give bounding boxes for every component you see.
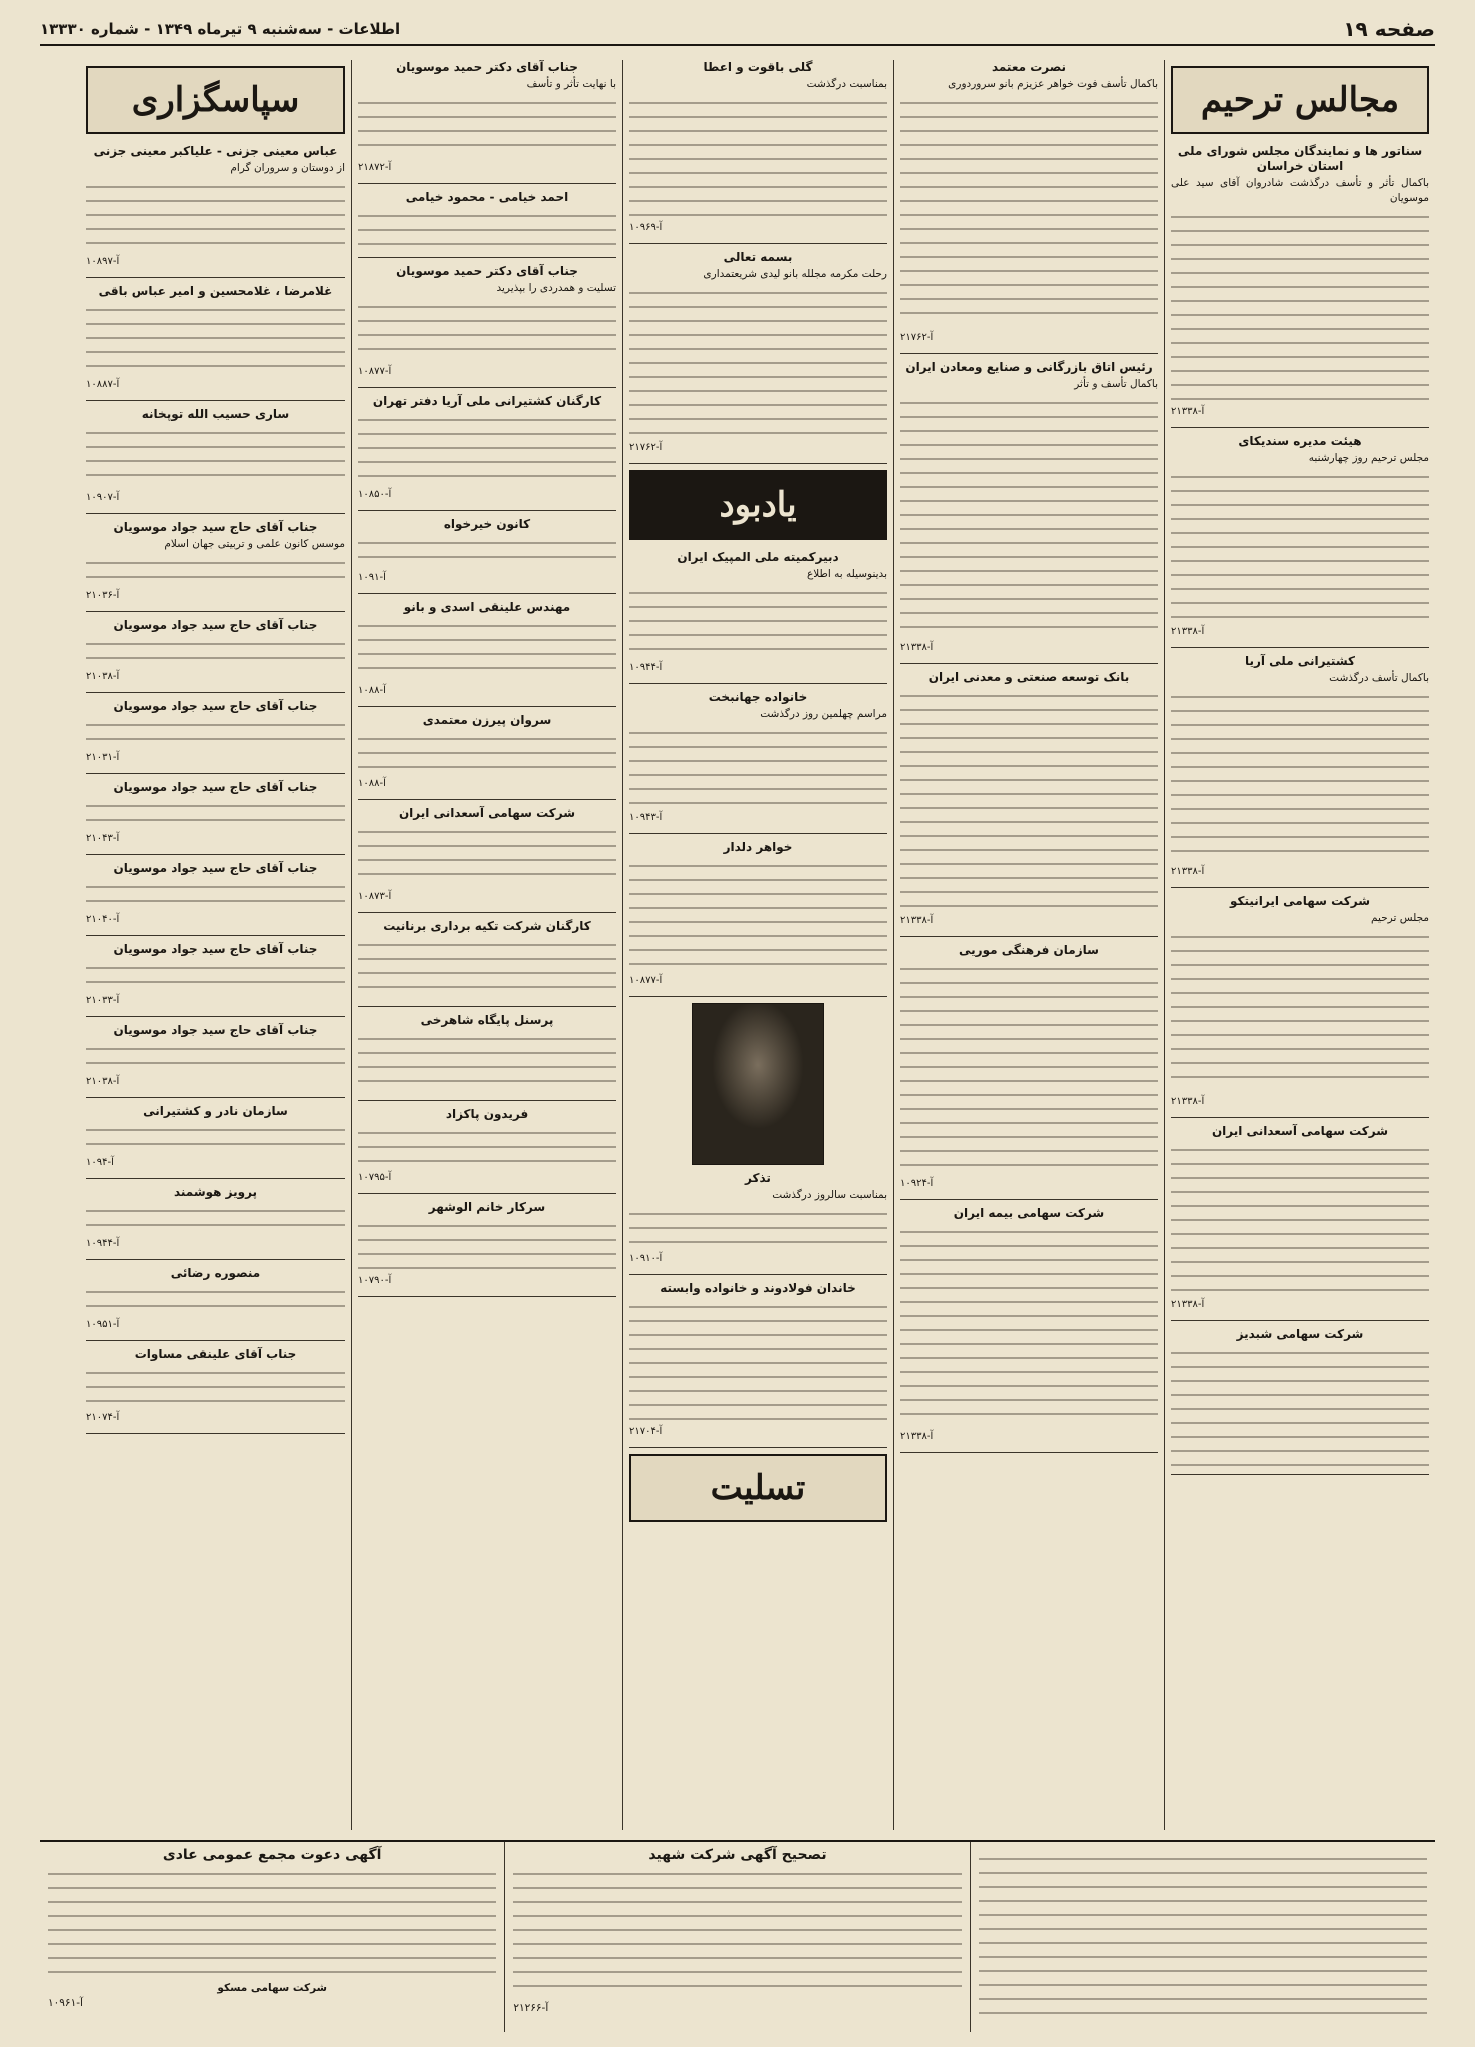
text-block <box>86 799 345 827</box>
notice <box>86 1185 345 1251</box>
text-block <box>86 180 345 250</box>
column-3-top-notices <box>629 60 887 464</box>
notice-heading: مهندس علینقی اسدی و بانو <box>403 600 571 614</box>
notice-code: آ-۱۰۸۵۰ <box>358 489 392 500</box>
notice-heading: ساری حسیب الله توپخانه <box>141 407 290 421</box>
text-block <box>48 1867 496 1977</box>
text-block <box>358 938 616 998</box>
text-block <box>1171 210 1429 400</box>
notice <box>86 144 345 269</box>
notice-line: رحلت مکرمه مجلله بانو لیدی شریعتمداری <box>703 268 887 280</box>
masthead <box>40 14 1435 46</box>
notice-line: مجلس ترحیم <box>1371 912 1429 924</box>
notice <box>358 600 616 698</box>
notice-code: آ-۱۰۹۰۷ <box>86 492 120 503</box>
ad-signature: شرکت سهامی مسکو <box>217 1982 327 1994</box>
notice-heading: فریدون پاکزاد <box>445 1107 529 1121</box>
divider <box>1171 1117 1429 1118</box>
notice-code: آ-۱۰۸۷۷ <box>629 975 663 986</box>
divider <box>629 1274 887 1275</box>
notice-heading: خانواده جهانبخت <box>708 690 808 704</box>
text-block <box>900 396 1158 636</box>
text-block <box>629 726 887 806</box>
notice-line: باکمال تأثر و تأسف درگذشت شادروان آقای سید علی موسویان <box>1171 177 1429 204</box>
notice <box>86 618 345 684</box>
notice-code: آ-۲۱۳۳۸ <box>900 915 934 926</box>
divider <box>358 912 616 913</box>
divider <box>629 683 887 684</box>
text-block <box>86 1366 345 1406</box>
notice-heading: جناب آقای حاج سید جواد موسویان <box>113 520 318 534</box>
notice <box>629 250 887 455</box>
notice-code: آ-۱۰۸۹۷ <box>86 256 120 267</box>
notice-code: آ-۲۱۰۴۳ <box>86 833 120 844</box>
notice-heading: شرکت سهامی بیمه ایران <box>953 1206 1105 1220</box>
notice-heading: شرکت سهامی آسعدانی ایران <box>1211 1124 1389 1138</box>
notice-code: آ-۱۰۸۸ <box>358 778 386 789</box>
notice <box>358 1107 616 1185</box>
notice-line: با نهایت تأثر و تأسف <box>526 78 616 90</box>
notice-heading: خواهر دلدار <box>723 840 793 854</box>
notice-line: از دوستان و سروران گرام <box>230 162 345 174</box>
divider <box>1171 647 1429 648</box>
notice <box>900 60 1158 345</box>
divider <box>900 1199 1158 1200</box>
text-block <box>86 303 345 373</box>
notice-heading: کارگنان شرکت تکیه برداری برنانیت <box>383 919 591 933</box>
divider <box>86 400 345 401</box>
notice-heading: شرکت سهامی ایرانیتکو <box>1229 894 1371 908</box>
text-block <box>1171 690 1429 860</box>
text-block <box>629 286 887 436</box>
notice-line: موسس کانون علمی و تربیتی جهان اسلام <box>164 538 345 550</box>
text-block <box>358 300 616 360</box>
divider <box>358 510 616 511</box>
notice <box>86 1347 345 1425</box>
notice-code: آ-۱۰۹۴۴ <box>86 1238 120 1249</box>
divider <box>358 1100 616 1101</box>
notice-heading: دبیرکمیته ملی المپیک ایران <box>677 550 839 564</box>
notice <box>86 520 345 603</box>
divider <box>86 1433 345 1434</box>
column-5-notices <box>86 144 345 1434</box>
notice <box>629 60 887 235</box>
text-block <box>900 1225 1158 1425</box>
text-block <box>1171 1143 1429 1293</box>
text-block <box>629 1207 887 1247</box>
text-block <box>86 637 345 665</box>
notice-code: آ-۲۱۸۷۲ <box>358 162 392 173</box>
notice <box>86 699 345 765</box>
notice-code: آ-۲۱۰۳۳ <box>86 995 120 1006</box>
portrait-photo <box>692 1003 824 1165</box>
text-block <box>900 96 1158 326</box>
notice-heading: جناب آقای حاج سید جواد موسویان <box>113 699 318 713</box>
banner-yadbud: یادبود <box>629 470 887 540</box>
notice-code: آ-۱۰۹۴۴ <box>629 662 663 673</box>
notice <box>86 1266 345 1332</box>
notice-code: آ-۱۰۹۱ <box>358 572 386 583</box>
notice <box>358 919 616 998</box>
text-block <box>979 1852 1427 2022</box>
notice-heading: عباس معینی جزنی - علیاکبر معینی جزنی <box>93 144 338 158</box>
notice-code: آ-۲۱۷۶۲ <box>900 332 934 343</box>
notice <box>86 1023 345 1089</box>
text-block <box>358 413 616 483</box>
notice-line: بدینوسیله به اطلاع <box>806 568 887 580</box>
notice-heading: پرسنل پایگاه شاهرخی <box>420 1013 554 1027</box>
text-block <box>900 962 1158 1172</box>
notice-code: آ-۲۱۰۳۱ <box>86 752 120 763</box>
divider <box>358 706 616 707</box>
divider <box>1171 887 1429 888</box>
notice-code: آ-۱۰۹۴ <box>86 1157 114 1168</box>
notice-code: آ-۱۰۹۱۰ <box>629 1253 663 1264</box>
bottom-ad-left <box>40 1842 504 2032</box>
notice <box>358 190 616 249</box>
notice-code: آ-۲۱۳۳۸ <box>900 642 934 653</box>
notice-heading: جناب آقای حاج سید جواد موسویان <box>113 618 318 632</box>
text-block <box>1171 470 1429 620</box>
assembly-ad-title: آگهی دعوت مجمع عمومی عادی <box>162 1847 382 1863</box>
notice-heading: کشتیرانی ملی آریا <box>1244 654 1356 668</box>
notice <box>1171 434 1429 639</box>
notice <box>629 1281 887 1439</box>
divider <box>900 663 1158 664</box>
column-4-notices <box>358 60 616 1297</box>
notice-code: آ-۲۱۳۳۸ <box>900 1431 934 1442</box>
divider <box>900 936 1158 937</box>
divider <box>358 1296 616 1297</box>
text-block <box>358 619 616 679</box>
text-block <box>358 209 616 249</box>
text-block <box>358 1219 616 1269</box>
text-block <box>629 859 887 969</box>
divider <box>86 854 345 855</box>
issue-info: اطلاعات - سه‌شنبه ۹ تیرماه ۱۳۴۹ - شماره ۱۳۳۳۰ <box>40 20 401 38</box>
notice <box>629 840 887 988</box>
text-block <box>86 1042 345 1070</box>
notice-code: آ-۲۱۰۳۶ <box>86 590 120 601</box>
text-block <box>629 1300 887 1420</box>
notice-heading: جناب آقای دکتر حمید موسویان <box>396 264 578 278</box>
notice-heading: شرکت سهامی آسعدانی ایران <box>398 806 576 820</box>
text-block <box>629 96 887 216</box>
divider <box>629 463 887 464</box>
notice-code: آ-۲۱۳۳۸ <box>1171 866 1205 877</box>
notice-code: آ-۱۰۸۸۷ <box>86 379 120 390</box>
bottom-ad-right <box>970 1842 1435 2032</box>
notice-code: آ-۱۰۹۵۱ <box>86 1319 120 1330</box>
column-3 <box>622 60 893 1830</box>
notice <box>900 360 1158 655</box>
notice-heading: کارگنان کشتیرانی ملی آریا دفتر تهران <box>372 394 602 408</box>
divider <box>358 387 616 388</box>
divider <box>86 1097 345 1098</box>
notice-code: آ-۲۱۷۰۴ <box>629 1426 663 1437</box>
notice <box>900 1206 1158 1444</box>
notice <box>86 942 345 1008</box>
notice <box>86 284 345 392</box>
banner-tasliyat: تسلیت <box>629 1454 887 1522</box>
notice-heading: سناتور ها و نمایندگان مجلس شورای ملی استان خراسان <box>1177 144 1423 173</box>
text-block <box>86 1204 345 1232</box>
notice-line: باکمال تأسف فوت خواهر عزیزم بانو سروردوری <box>948 78 1158 90</box>
notice <box>900 670 1158 928</box>
notice-heading: سازمان نادر و کشتیرانی <box>143 1104 288 1118</box>
notice-heading: تذکر <box>745 1171 771 1185</box>
text-block <box>1171 930 1429 1090</box>
notice <box>358 1013 616 1092</box>
text-block <box>358 732 616 772</box>
text-block <box>513 1867 961 1997</box>
notice <box>358 517 616 585</box>
notice <box>629 690 887 825</box>
notice <box>1171 1124 1429 1312</box>
notice-code: آ-۱۰۸۷۷ <box>358 366 392 377</box>
notice-code: آ-۲۱۰۳۸ <box>86 671 120 682</box>
notice-code: آ-۲۱۰۴۰ <box>86 914 120 925</box>
notice-code: آ-۲۱۳۳۸ <box>1171 626 1205 637</box>
divider <box>900 1452 1158 1453</box>
text-block <box>86 718 345 746</box>
text-block <box>1171 1346 1429 1466</box>
notice-code: آ-۱۰۹۶۹ <box>629 222 663 233</box>
divider <box>86 277 345 278</box>
notice-heading: جناب آقای علینقی مساوات <box>134 1347 297 1361</box>
notice <box>358 713 616 791</box>
divider <box>358 257 616 258</box>
notice <box>629 550 887 675</box>
column-2-notices <box>900 60 1158 1453</box>
column-4 <box>351 60 622 1830</box>
notice <box>358 1200 616 1288</box>
notice-code: آ-۲۱۷۶۲ <box>629 442 663 453</box>
divider <box>86 611 345 612</box>
divider <box>86 1340 345 1341</box>
text-block <box>86 961 345 989</box>
divider <box>629 833 887 834</box>
divider <box>629 243 887 244</box>
notice-heading: جناب آقای دکتر حمید موسویان <box>396 60 578 74</box>
notice-heading: سروان پیرزن معتمدی <box>422 713 552 727</box>
notice <box>900 943 1158 1191</box>
divider <box>86 513 345 514</box>
notice-heading: بانک توسعه صنعتی و معدنی ایران <box>928 670 1130 684</box>
notice <box>86 861 345 927</box>
text-block <box>86 1285 345 1313</box>
notice-heading: جناب آقای حاج سید جواد موسویان <box>113 780 318 794</box>
notice <box>86 780 345 846</box>
notice-heading: رئیس اتاق بازرگانی و صنایع ومعادن ایران <box>905 360 1153 374</box>
notice-code: آ-۲۱۳۳۸ <box>1171 1096 1205 1107</box>
divider <box>358 183 616 184</box>
divider <box>629 1447 887 1448</box>
notice-code: آ-۲۱۳۳۸ <box>1171 1299 1205 1310</box>
text-block <box>900 689 1158 909</box>
divider <box>358 1193 616 1194</box>
notice-code: آ-۱۰۹۲۴ <box>900 1178 934 1189</box>
notice <box>1171 894 1429 1109</box>
notice <box>358 394 616 502</box>
divider <box>1171 427 1429 428</box>
column-5 <box>80 60 351 1830</box>
ad-code: آ-۱۰۹۶۱ <box>48 1997 83 2009</box>
notice-code: آ-۱۰۸۷۳ <box>358 891 392 902</box>
notice-heading: خاندان فولادوند و خانواده وابسته <box>660 1281 856 1295</box>
notice-heading: جناب آقای حاج سید جواد موسویان <box>113 1023 318 1037</box>
notice-heading: پرویز هوشمند <box>173 1185 258 1199</box>
columns <box>40 60 1435 1830</box>
banner-majales-tarhim: مجالس ترحیم <box>1171 66 1429 134</box>
notice <box>358 264 616 379</box>
notice-heading: بسمه تعالی <box>723 250 793 264</box>
column-2 <box>893 60 1164 1830</box>
text-block <box>629 586 887 656</box>
correction-ad-title: تصحیح آگهی شرکت شهید <box>648 1847 827 1863</box>
notice-line: باکمال تأسف درگذشت <box>1329 672 1429 684</box>
divider <box>86 773 345 774</box>
divider <box>86 1259 345 1260</box>
notice <box>1171 144 1429 419</box>
notice-heading: جناب آقای حاج سید جواد موسویان <box>113 942 318 956</box>
notice <box>86 407 345 505</box>
divider <box>86 1178 345 1179</box>
divider <box>358 1006 616 1007</box>
divider <box>900 353 1158 354</box>
text-block <box>358 1126 616 1166</box>
notice-heading: سازمان فرهنگی موریی <box>959 943 1099 957</box>
notice-heading: سرکار خانم الوشهر <box>428 1200 546 1214</box>
notice-heading: نصرت معتمد <box>991 60 1067 74</box>
text-block <box>358 825 616 885</box>
bottom-ad-middle <box>504 1842 969 2032</box>
bottom-ads <box>40 1840 1435 2032</box>
divider <box>86 1016 345 1017</box>
notice-heading: جناب آقای حاج سید جواد موسویان <box>113 861 318 875</box>
notice-code: آ-۱۰۸۸ <box>358 685 386 696</box>
column-3-middle-notices <box>629 550 887 997</box>
notice-code: آ-۱۰۹۴۳ <box>629 812 663 823</box>
text-block <box>86 1123 345 1151</box>
notice-line: بمناسبت سالروز درگذشت <box>772 1189 887 1201</box>
notice <box>358 60 616 175</box>
notice <box>86 1104 345 1170</box>
divider <box>358 593 616 594</box>
banner-sepasgozari: سپاسگزاری <box>86 66 345 134</box>
divider <box>86 935 345 936</box>
column-1 <box>1164 60 1435 1830</box>
divider <box>1171 1320 1429 1321</box>
notice <box>358 806 616 904</box>
column-1-notices <box>1171 144 1429 1475</box>
notice-code: آ-۲۱۰۳۸ <box>86 1076 120 1087</box>
text-block <box>86 880 345 908</box>
divider <box>629 996 887 997</box>
text-block <box>86 556 345 584</box>
text-block <box>86 426 345 486</box>
notice-line: بمناسبت درگذشت <box>806 78 887 90</box>
notice <box>629 1171 887 1266</box>
notice-code: آ-۲۱۰۷۴ <box>86 1412 120 1423</box>
page-number: صفحه ۱۹ <box>1343 17 1435 41</box>
notice-heading: گلی باقوت و اعطا <box>703 60 813 74</box>
column-3-lower-notices <box>629 1171 887 1448</box>
notice-line: باکمال تأسف و تأثر <box>1074 378 1158 390</box>
divider <box>86 692 345 693</box>
notice-line: تسلیت و همدردی را بپذیرید <box>496 282 616 294</box>
notice <box>1171 1327 1429 1466</box>
notice-heading: غلامرضا ، غلامحسین و امیر عباس باقی <box>98 284 333 298</box>
notice-heading: احمد خیامی - محمود خیامی <box>405 190 569 204</box>
ad-code: آ-۲۱۲۶۶ <box>513 2002 549 2014</box>
text-block <box>358 1032 616 1092</box>
notice-heading: شرکت سهامی شبدیز <box>1236 1327 1364 1341</box>
notice-code: آ-۲۱۳۳۸ <box>1171 406 1205 417</box>
text-block <box>358 96 616 156</box>
notice-heading: منصوره رضائی <box>170 1266 261 1280</box>
notice-code: آ-۱۰۷۹۰ <box>358 1275 392 1286</box>
notice-heading: کانون خیرخواه <box>443 517 531 531</box>
notice-line: مجلس ترحیم روز چهارشنبه <box>1308 452 1429 464</box>
divider <box>358 799 616 800</box>
notice <box>1171 654 1429 879</box>
notice-line: مراسم چهلمین روز درگذشت <box>760 708 887 720</box>
notice-code: آ-۱۰۷۹۵ <box>358 1172 392 1183</box>
divider <box>1171 1474 1429 1475</box>
notice-heading: هیئت مدیره سندیکای <box>1238 434 1362 448</box>
text-block <box>358 536 616 566</box>
